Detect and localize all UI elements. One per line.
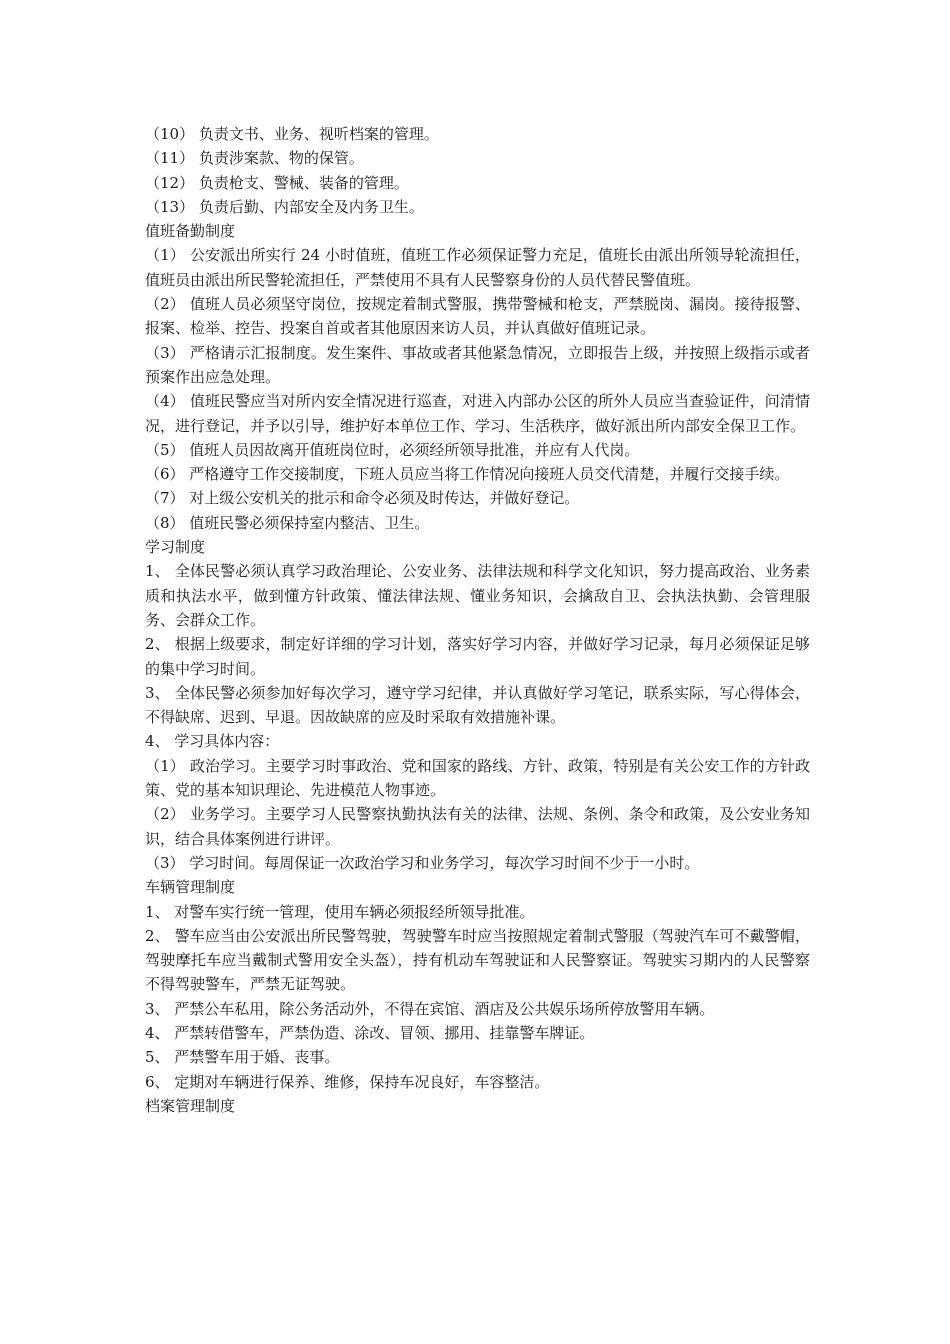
vehicle-item-3: 3、 严禁公车私用，除公务活动外，不得在宾馆、酒店及公共娱乐场所停放警用车辆。 — [145, 999, 715, 1018]
vehicle-item-5: 5、 严禁警车用于婚、丧事。 — [145, 1048, 340, 1067]
duty-item-2: （2） 值班人员必须坚守岗位，按规定着制式警服，携带警械和枪支，严禁脱岗、漏岗。接待报警、报案、检举、控告、投案自首或者其他原因来访人员，并认真做好值班记录。 — [145, 295, 810, 338]
study-item-2: 2、 根据上级要求，制定好详细的学习计划，落实好学习内容，并做好学习记录，每月必须保证足够的集中学习时间。 — [145, 635, 810, 678]
study-subitem-2: （2） 业务学习。主要学习人民警察执勤执法有关的法律、法规、条例、条令和政策，及公安业务知识，结合具体案例进行讲评。 — [145, 805, 810, 848]
list-item-11: （11） 负责涉案款、物的保管。 — [145, 149, 364, 168]
section-heading-duty: 值班备勤制度 — [145, 222, 236, 241]
duty-item-5: （5） 值班人员因故离开值班岗位时，必须经所领导批准，并应有人代岗。 — [145, 440, 640, 459]
vehicle-item-6: 6、 定期对车辆进行保养、维修，保持车况良好，车容整洁。 — [145, 1072, 550, 1091]
list-item-12: （12） 负责枪支、警械、装备的管理。 — [145, 173, 409, 192]
study-item-1: 1、 全体民警必须认真学习政治理论、公安业务、法律法规和科学文化知识，努力提高政治、业务素质和执法水平，做到懂方针政策、懂法律法规、懂业务知识，会擒敌自卫、会执法执勤、会管理服务、会群众工作。 — [145, 562, 810, 629]
study-item-3: 3、 全体民警必须参加好每次学习，遵守学习纪律，并认真做好学习笔记，联系实际，写心得体会，不得缺席、迟到、早退。因故缺席的应及时采取有效措施补课。 — [145, 683, 810, 727]
duty-item-1: （1） 公安派出所实行 24 小时值班，值班工作必须保证警力充足，值班长由派出所领导轮流担任，值班员由派出所民警轮流担任，严禁使用不具有人民警察身份的人员代替民警值班。 — [145, 246, 810, 289]
vehicle-item-2: 2、 警车应当由公安派出所民警驾驶，驾驶警车时应当按照规定着制式警服（驾驶汽车可不戴警帽，驾驶摩托车应当戴制式警用安全头盔），持有机动车驾驶证和人民警察证。驾驶实习期内的人民警察不得驾驶警车，严禁无证驾驶。 — [145, 926, 810, 994]
document-body — [145, 122, 810, 1118]
section-heading-study: 学习制度 — [145, 538, 206, 557]
section-heading-vehicle: 车辆管理制度 — [145, 878, 236, 897]
study-subitem-1: （1） 政治学习。主要学习时事政治、党和国家的路线、方针、政策，特别是有关公安工作的方针政策、党的基本知识理论、先进模范人物事迹。 — [145, 756, 810, 800]
vehicle-item-1: 1、 对警车实行统一管理，使用车辆必须报经所领导批准。 — [145, 902, 535, 921]
section-heading-archive: 档案管理制度 — [145, 1096, 236, 1115]
duty-item-3: （3） 严格请示汇报制度。发生案件、事故或者其他紧急情况，立即报告上级，并按照上级指示或者预案作出应急处理。 — [145, 343, 810, 386]
duty-item-4: （4） 值班民警应当对所内安全情况进行巡查，对进入内部办公区的所外人员应当查验证件，问清情况，进行登记，并予以引导，维护好本单位工作、学习、生活秩序，做好派出所内部安全保卫工作。 — [145, 392, 810, 435]
duty-item-8: （8） 值班民警必须保持室内整洁、卫生。 — [145, 513, 430, 532]
list-item-13: （13） 负责后勤、内部安全及内务卫生。 — [145, 197, 424, 216]
list-item-10: （10） 负责文书、业务、视听档案的管理。 — [145, 125, 439, 143]
study-subitem-3: （3） 学习时间。每周保证一次政治学习和业务学习，每次学习时间不少于一小时。 — [145, 853, 700, 872]
duty-item-7: （7） 对上级公安机关的批示和命令必须及时传达，并做好登记。 — [145, 489, 580, 508]
study-item-4: 4、 学习具体内容： — [145, 732, 280, 751]
duty-item-6: （6） 严格遵守工作交接制度，下班人员应当将工作情况向接班人员交代清楚，并履行交接手续。 — [145, 465, 790, 484]
vehicle-item-4: 4、 严禁转借警车，严禁伪造、涂改、冒领、挪用、挂靠警车牌证。 — [145, 1023, 595, 1042]
